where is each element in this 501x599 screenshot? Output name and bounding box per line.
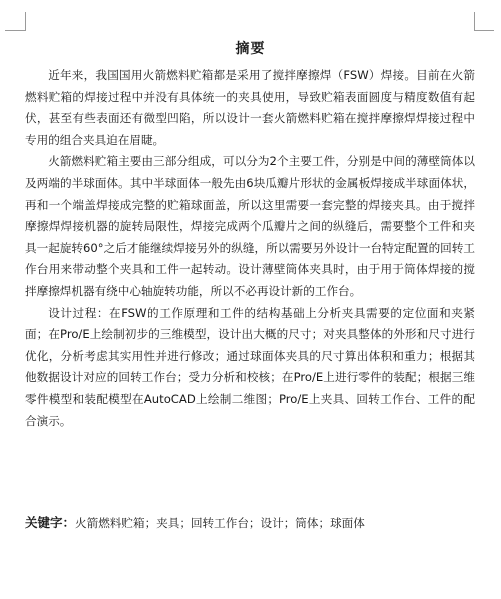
abstract-paragraph-1: 近年来，我国国用火箭燃料贮箱都是采用了搅拌摩擦焊（FSW）焊接。目前在火箭燃料贮箱的焊接过程中并没有具体统一的夹具使用，导致贮箱表面圆度与精度数值有起伏，甚至有些表面还有微型凹陷，所以设计一套火箭燃料贮箱在搅拌摩擦焊焊接过程中专用的组合夹具迫在眉睫。 <box>25 68 475 147</box>
abstract-paragraph-2: 火箭燃料贮箱主要由三部分组成，可以分为2个主要工件，分别是中间的薄壁筒体以及两端的半球面体。其中半球面体一般先由6块瓜瓣片形状的金属板焊接成半球面体状，再和一个端盖焊接成完整的贮箱球面盖，所以这里需要一套完整的焊接夹具。由于搅拌摩擦焊焊接机器的旋转局限性，焊接完成两个瓜瓣片之间的纵缝后，需要整个工件和夹具一起旋转60°之后才能继续焊接另外的纵缝，所以需要另外设计一台特定配置的回转工作台用来带动整个夹具和工件一起转动。设计薄壁筒体夹具时，由于用于筒体焊接的搅拌摩擦焊机器有绕中心轴旋转功能，所以不必再设计新的工作台。 <box>25 154 475 298</box>
keywords-label: 关键字： <box>25 515 76 530</box>
crop-mark-top-right-horizontal <box>474 30 494 31</box>
abstract-body <box>25 65 475 432</box>
keywords-line <box>25 513 475 533</box>
keywords-text: 火箭燃料贮箱；夹具；回转工作台；设计；筒体；球面体 <box>75 516 365 530</box>
crop-mark-top-left-horizontal <box>5 30 25 31</box>
crop-mark-top-left-vertical <box>25 12 26 31</box>
abstract-paragraph-3: 设计过程：在FSW的工作原理和工件的结构基础上分析夹具需要的定位面和夹紧面；在Pro/E上绘制初步的三维模型，设计出大概的尺寸；对夹具整体的外形和尺寸进行优化，分析考虑其实用性并进行修改；通过球面体夹具的尺寸算出体积和重力；根据其他数据设计对应的回转工作台；受力分析和校核；在Pro/E上进行零件的装配；根据三维零件模型和装配模型在AutoCAD上绘制二维图；Pro/E上夹具、回转工作台、工件的配合演示。 <box>25 305 475 428</box>
abstract-title: 摘要 <box>235 41 266 57</box>
crop-mark-top-right-vertical <box>474 12 475 31</box>
